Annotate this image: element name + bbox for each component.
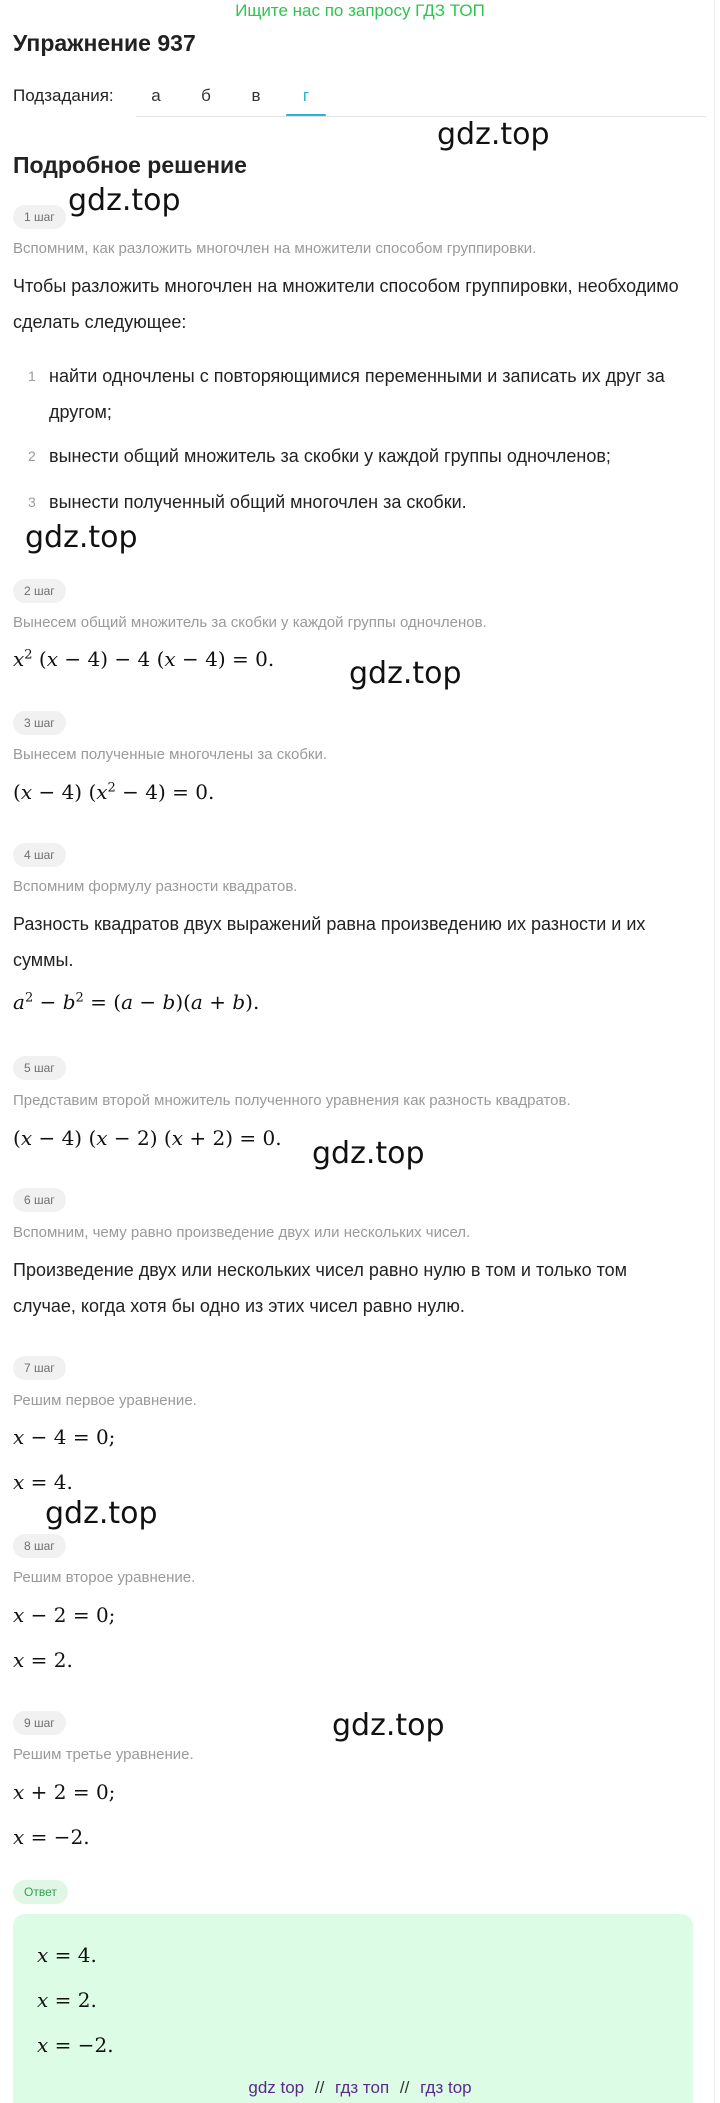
- formula: x = 2.: [13, 1648, 73, 1672]
- formula: (x − 4) $(x^2 - 4) = 0$.: [13, 780, 215, 804]
- step-badge: 9 шаг: [13, 1711, 66, 1735]
- section-title: Подробное решение: [13, 152, 247, 178]
- page-edge-divider: [714, 0, 715, 2103]
- step-paragraph: Чтобы разложить многочлен на множители способом группировки, необходимо сделать следующее:: [13, 276, 679, 332]
- subtasks-bar: [13, 84, 693, 116]
- answer-formula: x = 4.: [37, 1943, 97, 1967]
- step-badge: 2 шаг: [13, 579, 66, 603]
- step-hint: Представим второй множитель полученного уравнения как разность квадратов.: [13, 1092, 571, 1109]
- answer-formula: x = −2.: [37, 2033, 114, 2057]
- formula: x = 4.: [13, 1470, 73, 1494]
- tab-v[interactable]: в: [251, 86, 261, 105]
- step-hint: Вспомним, чему равно произведение двух или нескольких чисел.: [13, 1224, 471, 1241]
- step-hint: Решим третье уравнение.: [13, 1746, 194, 1763]
- step-hint: Вспомним формулу разности квадратов.: [13, 878, 298, 895]
- step-hint: Вспомним, как разложить многочлен на множители способом группировки.: [13, 240, 537, 257]
- tabs-divider: [136, 116, 706, 117]
- step-badge: 8 шаг: [13, 1534, 66, 1558]
- list-item: [13, 358, 693, 430]
- list-item-number: 3: [28, 494, 36, 510]
- formula: $x^2$ (x − 4) − 4 (x − 4) = 0.: [13, 647, 275, 671]
- step-hint: Решим первое уравнение.: [13, 1392, 197, 1409]
- watermark: gdz.top: [68, 183, 181, 218]
- step-paragraph: Произведение двух или нескольких чисел равно нулю в том и только том случае, когда хотя бы одно из этих чисел равно нулю.: [13, 1260, 628, 1316]
- footer-link[interactable]: гдз top: [420, 2078, 472, 2097]
- tab-b[interactable]: б: [201, 86, 211, 105]
- answer-box: [13, 1914, 693, 2103]
- formula: (x − 4) (x − 2) (x + 2) = 0.: [13, 1126, 282, 1150]
- step-paragraph: Разность квадратов двух выражений равна произведению их разности и их суммы.: [13, 914, 646, 970]
- list-item-text: найти одночлены с повторяющимися переменными и записать их друг за другом;: [49, 366, 665, 422]
- answer-formula: x = 2.: [37, 1988, 97, 2012]
- list-item: [13, 484, 693, 520]
- tab-g[interactable]: г: [286, 84, 326, 116]
- step-badge: 4 шаг: [13, 843, 66, 867]
- footer-link[interactable]: гдз топ: [335, 2078, 390, 2097]
- step-badge: 6 шаг: [13, 1188, 66, 1212]
- list-item-number: 1: [28, 368, 36, 384]
- exercise-title: Упражнение 937: [13, 30, 196, 56]
- watermark: gdz.top: [332, 1708, 445, 1743]
- footer-link[interactable]: gdz top: [248, 2078, 305, 2097]
- formula: $a^2 - b^2 = (a - b)(a + b)$.: [13, 990, 260, 1014]
- list-item: [13, 438, 693, 474]
- step-hint: Вынесем общий множитель за скобки у каждой группы одночленов.: [13, 614, 487, 631]
- footer-separator: //: [314, 2078, 325, 2097]
- footer-links: [0, 2078, 720, 2098]
- watermark: gdz.top: [312, 1136, 425, 1171]
- subtasks-label: Подзадания:: [13, 86, 114, 105]
- step-badge: 1 шаг: [13, 205, 66, 229]
- list-item-text: вынести общий множитель за скобки у каждой группы одночленов;: [49, 446, 611, 466]
- top-banner[interactable]: Ищите нас по запросу ГДЗ ТОП: [235, 1, 485, 20]
- list-item-number: 2: [28, 448, 36, 464]
- formula: x − 2 = 0;: [13, 1603, 116, 1627]
- watermark: gdz.top: [437, 117, 550, 152]
- formula: x + 2 = 0;: [13, 1780, 116, 1804]
- list-item-text: вынести полученный общий многочлен за скобки.: [49, 492, 467, 512]
- watermark: gdz.top: [45, 1496, 158, 1531]
- watermark: gdz.top: [349, 656, 462, 691]
- formula: x = −2.: [13, 1825, 90, 1849]
- step-badge: 7 шаг: [13, 1356, 66, 1380]
- footer-separator: //: [399, 2078, 410, 2097]
- tab-a[interactable]: а: [151, 86, 161, 105]
- answer-badge: Ответ: [13, 1880, 68, 1904]
- step-badge: 5 шаг: [13, 1056, 66, 1080]
- step-hint: Вынесем полученные многочлены за скобки.: [13, 746, 328, 763]
- formula: x − 4 = 0;: [13, 1425, 116, 1449]
- watermark: gdz.top: [25, 520, 138, 555]
- step-badge: 3 шаг: [13, 711, 66, 735]
- step-hint: Решим второе уравнение.: [13, 1569, 196, 1586]
